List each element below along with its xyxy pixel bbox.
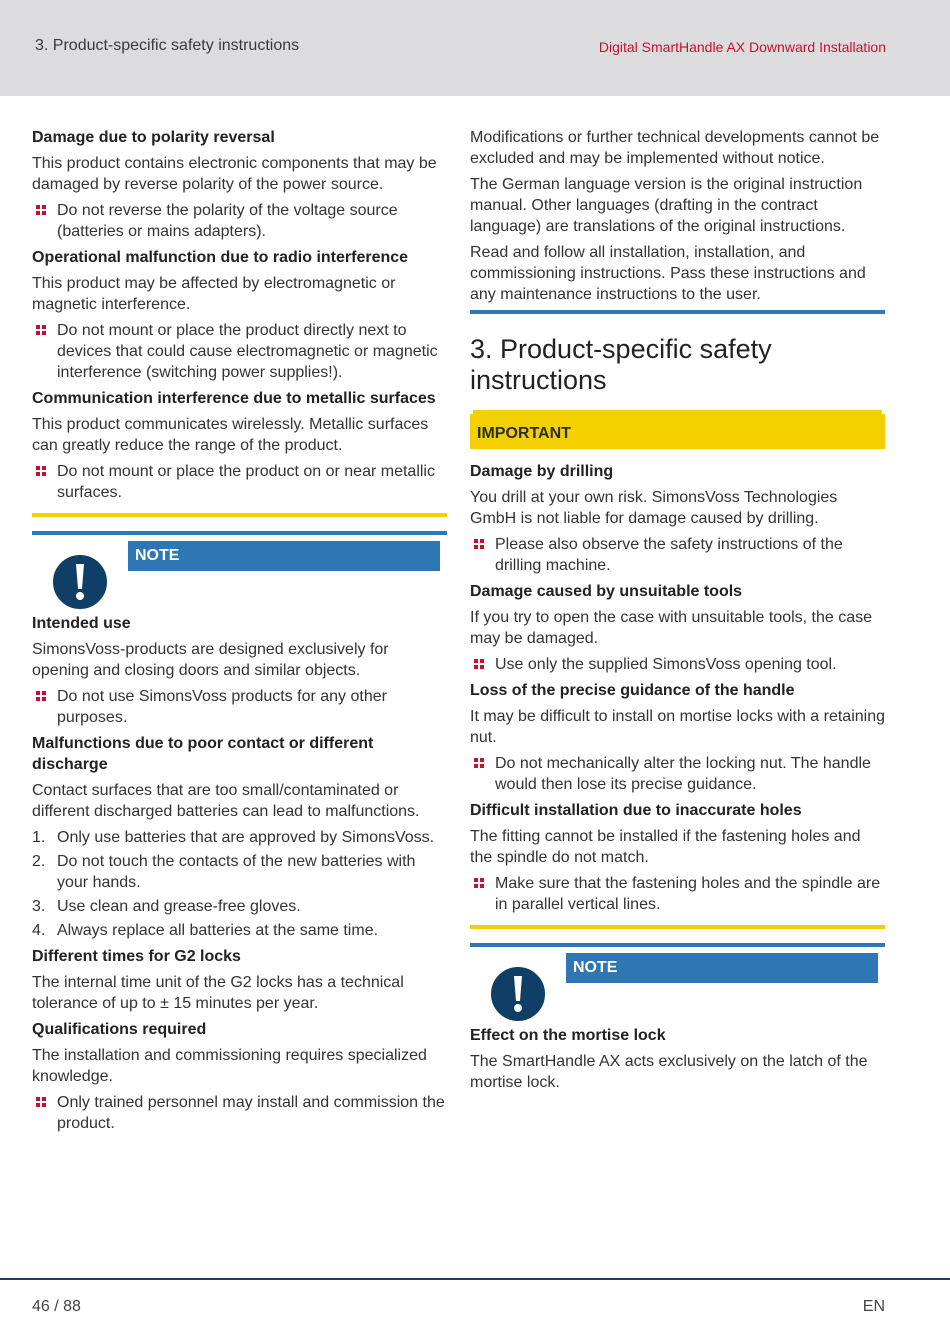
heading-metallic: Communication interference due to metallic surfaces: [32, 390, 436, 407]
bullet-marker-icon: [474, 758, 484, 768]
heading-polarity: Damage due to polarity reversal: [32, 129, 275, 146]
list-number: 2.: [32, 853, 46, 870]
note-label: NOTE: [566, 953, 878, 983]
footer-divider: [0, 1278, 950, 1280]
bullet-marker-icon: [36, 691, 46, 701]
bullet-item: [32, 461, 447, 503]
divider: [32, 531, 447, 535]
bullet-marker-icon: [36, 325, 46, 335]
heading-holes: Difficult installation due to inaccurate holes: [470, 802, 802, 819]
header-section-title: 3. Product-specific safety instructions: [35, 37, 300, 54]
text-tools: If you try to open the case with unsuitable tools, the case may be damaged.: [470, 609, 873, 647]
bullet-text: Please also observe the safety instructions of the drilling machine.: [495, 536, 843, 574]
heading-tools: Damage caused by unsuitable tools: [470, 583, 743, 600]
bullet-item: [32, 320, 447, 383]
text-german-version: The German language version is the original instruction manual. Other languages (drafting in the contract language) are translations of the original instructions.: [470, 176, 863, 235]
page-number: 46 / 88: [32, 1298, 81, 1315]
divider: [32, 513, 447, 517]
note-box: [470, 943, 885, 1025]
bullet-marker-icon: [36, 1097, 46, 1107]
list-text: Always replace all batteries at the same time.: [57, 922, 379, 939]
bullet-marker-icon: [474, 539, 484, 549]
note-box: [32, 531, 447, 613]
list-item: [32, 896, 447, 917]
text-guidance: It may be difficult to install on mortise locks with a retaining nut.: [470, 708, 885, 746]
heading-g2: Different times for G2 locks: [32, 948, 241, 965]
note-label: NOTE: [128, 541, 440, 571]
text-g2: The internal time unit of the G2 locks has a technical tolerance of up to ± 15 minutes per year.: [32, 974, 404, 1012]
bullet-text: Do not mount or place the product directly next to devices that could cause electromagnetic or magnetic interference (switching power supplies!).: [57, 322, 438, 381]
bullet-item: [470, 753, 885, 795]
list-text: Do not touch the contacts of the new batteries with your hands.: [57, 853, 416, 891]
text-modifications: Modifications or further technical developments cannot be excluded and may be implemented without notice.: [470, 129, 880, 167]
bullet-text: Do not mechanically alter the locking nut. The handle would then lose its precise guidance.: [495, 755, 871, 793]
list-item: [32, 920, 447, 941]
bullet-item: [470, 654, 885, 675]
bullet-text: Do not mount or place the product on or near metallic surfaces.: [57, 463, 435, 501]
heading-contact: Malfunctions due to poor contact or different discharge: [32, 735, 374, 773]
exclamation-icon: [51, 553, 109, 611]
bullet-item: [32, 686, 447, 728]
text-radio: This product may be affected by electromagnetic or magnetic interference.: [32, 275, 396, 313]
list-item: [32, 827, 447, 848]
header-product-title: Digital SmartHandle AX Downward Installation: [598, 39, 886, 55]
heading-radio: Operational malfunction due to radio interference: [32, 249, 409, 266]
bullet-text: Do not reverse the polarity of the voltage source (batteries or mains adapters).: [57, 202, 398, 240]
list-text: Use clean and grease-free gloves.: [57, 898, 301, 915]
text-drilling: You drill at your own risk. SimonsVoss Technologies GmbH is not liable for damage caused by drilling.: [470, 489, 838, 527]
bullet-marker-icon: [36, 205, 46, 215]
divider: [470, 925, 885, 929]
bullet-marker-icon: [474, 878, 484, 888]
list-number: 3.: [32, 898, 46, 915]
language-code: EN: [862, 1298, 885, 1315]
left-column: [32, 127, 447, 1139]
important-label: IMPORTANT: [470, 414, 885, 449]
text-metallic: This product communicates wirelessly. Metallic surfaces can greatly reduce the range of the product.: [32, 416, 429, 454]
text-contact: Contact surfaces that are too small/contaminated or different discharged batteries can lead to malfunctions.: [32, 782, 420, 820]
bullet-text: Only trained personnel may install and commission the product.: [57, 1094, 445, 1132]
list-number: 4.: [32, 922, 46, 939]
bullet-item: [32, 200, 447, 242]
heading-guidance: Loss of the precise guidance of the handle: [470, 682, 795, 699]
exclamation-icon: [489, 965, 547, 1023]
bullet-item: [32, 1092, 447, 1134]
heading-mortise: Effect on the mortise lock: [470, 1027, 666, 1044]
text-follow-instructions: Read and follow all installation, installation, and commissioning instructions. Pass these instructions and any maintenance instructions to the user.: [470, 244, 866, 303]
heading-drilling: Damage by drilling: [470, 463, 614, 480]
bullet-text: Use only the supplied SimonsVoss opening tool.: [495, 656, 837, 673]
bullet-marker-icon: [474, 659, 484, 669]
bullet-marker-icon: [36, 466, 46, 476]
bullet-text: Do not use SimonsVoss products for any other purposes.: [57, 688, 387, 726]
chapter-title: 3. Product-specific safety instructions: [470, 334, 772, 395]
text-holes: The fitting cannot be installed if the fastening holes and the spindle do not match.: [470, 828, 861, 866]
list-text: Only use batteries that are approved by SimonsVoss.: [57, 829, 435, 846]
divider: [470, 943, 885, 947]
text-qualifications: The installation and commissioning requires specialized knowledge.: [32, 1047, 427, 1085]
divider: [470, 310, 885, 314]
bullet-item: [470, 534, 885, 576]
list-item: [32, 851, 447, 893]
heading-intended: Intended use: [32, 615, 131, 632]
bullet-text: Make sure that the fastening holes and the spindle are in parallel vertical lines.: [495, 875, 881, 913]
list-number: 1.: [32, 829, 46, 846]
heading-qualifications: Qualifications required: [32, 1021, 207, 1038]
page-header: [0, 0, 950, 96]
bullet-item: [470, 873, 885, 915]
text-polarity: This product contains electronic components that may be damaged by reverse polarity of the power source.: [32, 155, 437, 193]
text-mortise: The SmartHandle AX acts exclusively on the latch of the mortise lock.: [470, 1053, 868, 1091]
text-intended: SimonsVoss-products are designed exclusively for opening and closing doors and similar objects.: [32, 641, 389, 679]
right-column: [470, 127, 885, 1098]
